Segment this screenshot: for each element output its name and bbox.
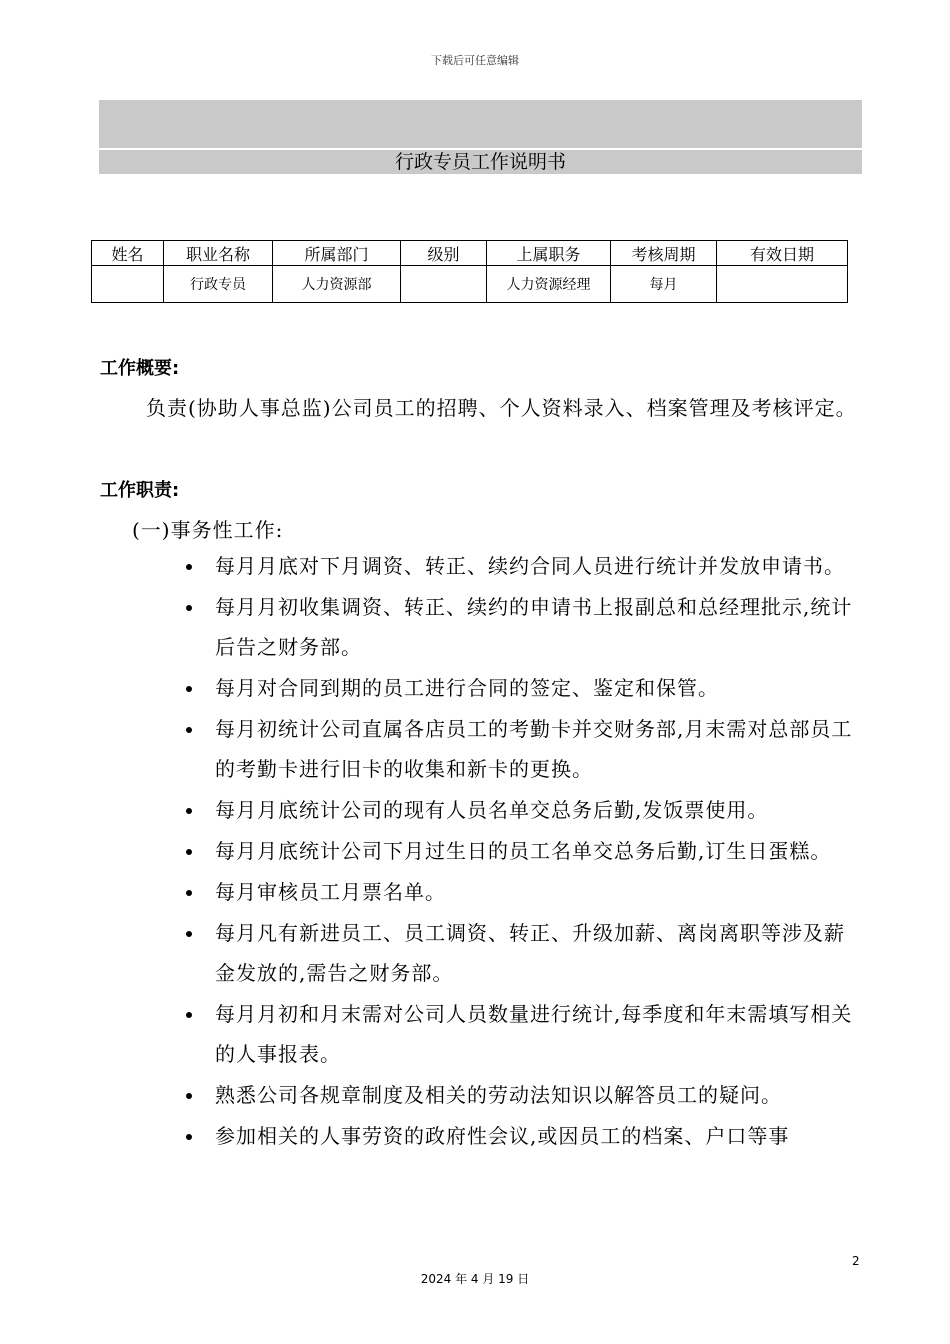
- bullet-icon: [186, 686, 192, 692]
- bullet-icon: [186, 890, 192, 896]
- header-cell-department: 所属部门: [273, 241, 401, 266]
- bullet-icon: [186, 931, 192, 937]
- header-cell-position: 职业名称: [164, 241, 273, 266]
- list-item: [215, 994, 865, 1074]
- list-item-text: 每月月初和月末需对公司人员数量进行统计,每季度和年末需填写相关的人事报表。: [215, 1002, 853, 1066]
- footer-date: 2024 年 4 月 19 日: [420, 1272, 530, 1286]
- header-cell-level: 级别: [401, 241, 487, 266]
- list-item-text: 每月月初收集调资、转正、续约的申请书上报副总和总经理批示,统计后告之财务部。: [215, 595, 853, 659]
- value-cell-name: [92, 266, 164, 303]
- bullet-icon: [186, 1134, 192, 1140]
- table-value-row: [92, 266, 848, 303]
- title-band: [99, 100, 862, 174]
- bullet-icon: [186, 849, 192, 855]
- page-number: 2: [852, 1254, 860, 1268]
- bullet-icon: [186, 564, 192, 570]
- list-item: [215, 1116, 865, 1156]
- list-item-text: 每月月底统计公司下月过生日的员工名单交总务后勤,订生日蛋糕。: [215, 839, 832, 863]
- list-item: [215, 709, 865, 789]
- list-item: [215, 913, 865, 993]
- value-cell-effective-date: [717, 266, 848, 303]
- bullet-icon: [186, 605, 192, 611]
- list-item-text: 参加相关的人事劳资的政府性会议,或因员工的档案、户口等事: [215, 1124, 790, 1148]
- header-cell-superior: 上属职务: [487, 241, 611, 266]
- bullet-icon: [186, 1093, 192, 1099]
- list-item: [215, 872, 865, 912]
- header-cell-name: 姓名: [92, 241, 164, 266]
- bullet-icon: [186, 808, 192, 814]
- list-item-text: 每月凡有新进员工、员工调资、转正、升级加薪、离岗离职等涉及薪金发放的,需告之财务部。: [215, 921, 845, 985]
- value-cell-position: 行政专员: [164, 266, 273, 303]
- value-cell-superior: 人力资源经理: [487, 266, 611, 303]
- duties-subheading: (一)事务性工作:: [132, 518, 284, 542]
- header-cell-effective-date: 有效日期: [717, 241, 848, 266]
- list-item-text: 每月初统计公司直属各店员工的考勤卡并交财务部,月末需对总部员工的考勤卡进行旧卡的收集和新卡的更换。: [215, 717, 853, 781]
- table-header-row: [92, 241, 848, 266]
- list-item-text: 每月审核员工月票名单。: [215, 880, 446, 904]
- duties-heading: 工作职责:: [100, 480, 180, 501]
- list-item: [215, 790, 865, 830]
- value-cell-review-cycle: 每月: [611, 266, 717, 303]
- value-cell-level: [401, 266, 487, 303]
- bullet-icon: [186, 1012, 192, 1018]
- document-title: 行政专员工作说明书: [394, 151, 566, 173]
- overview-heading: 工作概要:: [100, 358, 180, 379]
- list-item: [215, 668, 865, 708]
- list-item-text: 熟悉公司各规章制度及相关的劳动法知识以解答员工的疑问。: [215, 1083, 782, 1107]
- job-info-table: [91, 240, 848, 303]
- list-item-text: 每月对合同到期的员工进行合同的签定、鉴定和保管。: [215, 676, 719, 700]
- list-item: [215, 546, 865, 586]
- list-item: [215, 587, 865, 667]
- header-note: 下载后可任意编辑: [431, 54, 519, 67]
- list-item-text: 每月月底统计公司的现有人员名单交总务后勤,发饭票使用。: [215, 798, 769, 822]
- overview-text: 负责(协助人事总监)公司员工的招聘、个人资料录入、档案管理及考核评定。: [146, 396, 857, 420]
- duties-list: [215, 546, 865, 1157]
- list-item: [215, 1075, 865, 1115]
- value-cell-department: 人力资源部: [273, 266, 401, 303]
- bullet-icon: [186, 727, 192, 733]
- list-item: [215, 831, 865, 871]
- list-item-text: 每月月底对下月调资、转正、续约合同人员进行统计并发放申请书。: [215, 554, 845, 578]
- header-cell-review-cycle: 考核周期: [611, 241, 717, 266]
